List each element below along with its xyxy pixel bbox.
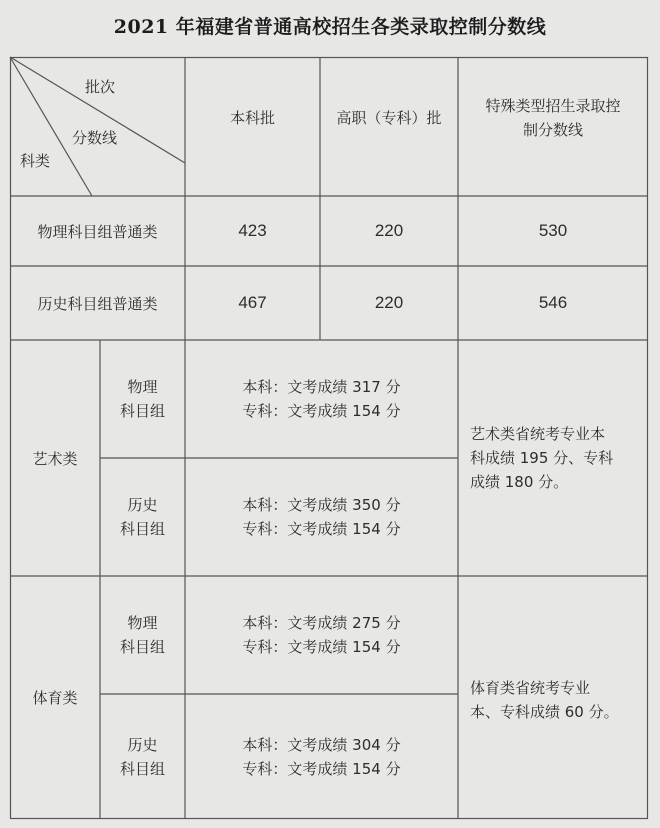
sports-physics-name-line2: 科目组 [119,638,165,656]
sports-history-group [100,694,185,819]
header-special-line1: 特殊类型招生录取控 [485,96,621,115]
art-note-line1: 艺术类省统考专业本 [470,425,606,443]
row-history-vocational: 220 [374,293,404,312]
art-history-vocational-line: 专科：文考成绩 154 分 [242,520,401,538]
art-note-line2: 科成绩 195 分、专科 [470,449,614,467]
header-vocational: 高职（专科）批 [336,109,442,127]
art-physics-undergrad-line: 本科：文考成绩 317 分 [242,378,401,396]
sports-history-vocational-line: 专科：文考成绩 154 分 [242,759,401,778]
sports-physics-name-line1: 物理 [127,614,158,632]
row-history-undergrad: 467 [238,293,267,312]
row-physics-label: 物理科目组普通类 [37,222,158,241]
art-note [458,340,648,576]
sports-history-scores [185,694,458,819]
art-physics-group [100,340,185,458]
sports-physics-scores [185,576,458,694]
row-physics-special: 530 [538,221,568,240]
art-physics-vocational-line: 专科：文考成绩 154 分 [242,402,401,420]
row-history-special: 546 [538,293,568,312]
sports-note [458,576,648,819]
sports-physics-group [100,576,185,694]
corner-score-label: 分数线 [72,129,118,147]
header-undergrad: 本科批 [229,109,275,127]
sports-physics-undergrad-line: 本科：文考成绩 275 分 [242,614,401,632]
art-history-name-line2: 科目组 [119,520,165,538]
corner-category-label: 科类 [20,152,51,170]
sports-physics-vocational-line: 专科：文考成绩 154 分 [242,638,401,656]
sports-note-line2: 本、专科成绩 60 分。 [470,702,619,721]
art-history-name-line1: 历史 [127,496,158,514]
page-title: 2021 年福建省普通高校招生各类录取控制分数线 [113,16,547,38]
art-physics-name-line2: 科目组 [119,402,165,420]
row-history-label: 历史科目组普通类 [37,294,158,313]
sports-note-line1: 体育类省统考专业 [470,678,591,697]
art-history-scores [185,458,458,576]
header-special [458,57,648,196]
row-physics-undergrad: 423 [238,221,267,240]
art-note-line3: 成绩 180 分。 [470,473,569,491]
row-physics-vocational: 220 [374,221,404,240]
corner-batch-label: 批次 [85,78,116,96]
art-physics-name-line1: 物理 [127,378,158,396]
sports-history-name-line2: 科目组 [119,759,165,778]
sports-category-label: 体育类 [32,689,78,707]
art-category-label: 艺术类 [32,449,78,468]
sports-history-undergrad-line: 本科：文考成绩 304 分 [242,735,401,754]
art-physics-scores [185,340,458,458]
art-history-undergrad-line: 本科：文考成绩 350 分 [242,496,401,514]
sports-history-name-line1: 历史 [127,735,158,754]
art-history-group [100,458,185,576]
header-special-line2: 制分数线 [522,120,583,139]
